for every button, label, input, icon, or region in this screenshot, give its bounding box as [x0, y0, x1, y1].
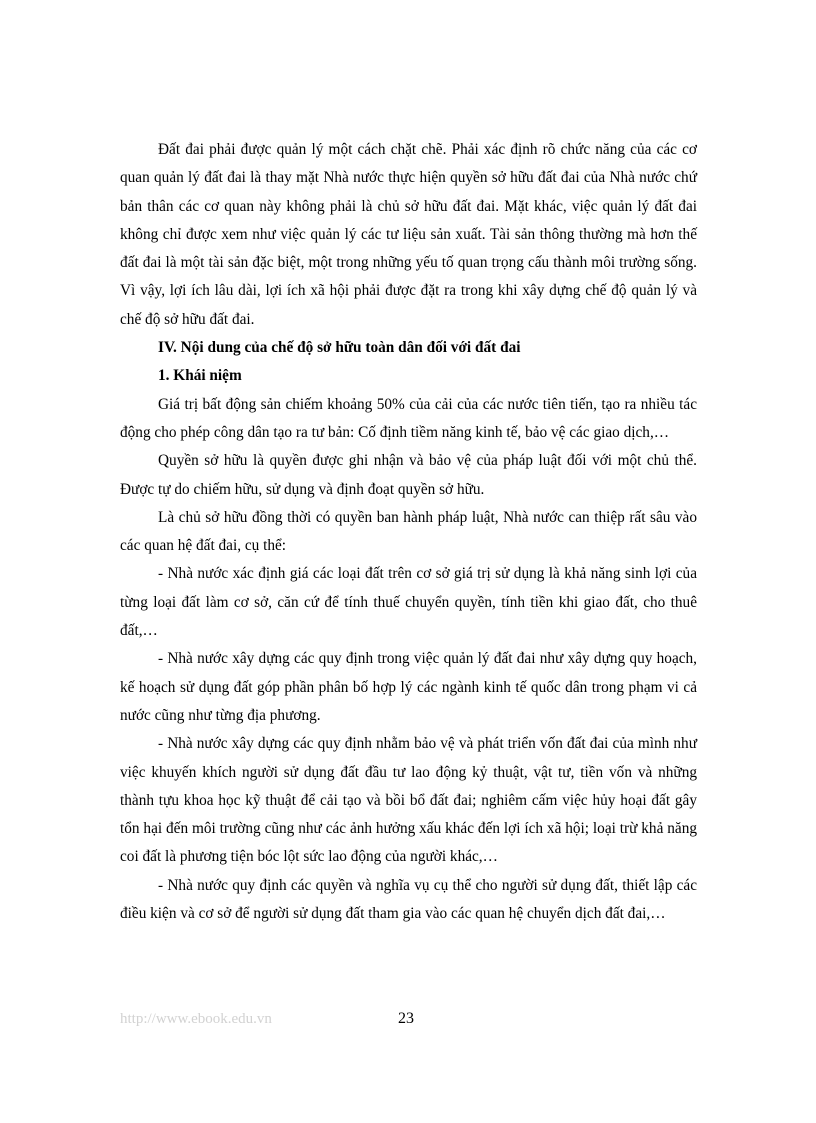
- paragraph-land-management: Đất đai phải được quản lý một cách chặt chẽ. Phải xác định rõ chức năng của các cơ quan quản lý đất đai là thay mặt Nhà nước thực hiện quyền sở hữu đất đai của Nhà nước chứ bản thân các cơ quan này không phải là chủ sở hữu đất đai. Mặt khác, việc quản lý đất đai không chỉ được xem như việc quản lý các tư liệu sản xuất. Tài sản thông thường mà hơn thế đất đai là một tài sản đặc biệt, một trong những yếu tố quan trọng cấu thành môi trường sống. Vì vậy, lợi ích lâu dài, lợi ích xã hội phải được đặt ra trong khi xây dựng chế độ quản lý và chế độ sở hữu đất đai.: [120, 141, 697, 328]
- paragraph-ownership-right: Quyền sở hữu là quyền được ghi nhận và bảo vệ của pháp luật đối với một chủ thể. Được tự do chiếm hữu, sử dụng và định đoạt quyền sở hữu.: [120, 452, 697, 498]
- paragraph-real-estate-value: Giá trị bất động sản chiếm khoảng 50% của cải của các nước tiên tiến, tạo ra nhiều tác động cho phép công dân tạo ra tư bản: Cố định tiềm năng kinh tế, bảo vệ các giao dịch,…: [120, 395, 697, 441]
- page-number: 23: [398, 1010, 414, 1027]
- paragraph-state-intervention: Là chủ sở hữu đồng thời có quyền ban hành pháp luật, Nhà nước can thiệp rất sâu vào các quan hệ đất đai, cụ thể:: [120, 508, 697, 555]
- subsection-heading-concept: 1. Khái niệm: [158, 367, 242, 385]
- list-item-land-planning: - Nhà nước xây dựng các quy định trong việc quản lý đất đai như xây dựng quy hoạch, kế hoạch sử dụng đất góp phần phân bố hợp lý các ngành kinh tế quốc dân trong phạm vi cả nước cũng như từng địa phương.: [120, 650, 697, 724]
- page-body: [120, 136, 697, 928]
- list-item-land-pricing: - Nhà nước xác định giá các loại đất trên cơ sở giá trị sử dụng là khả năng sinh lợi của từng loại đất làm cơ sở, căn cứ để tính thuế chuyển quyền, tính tiền khi giao đất, cho thuê đất,…: [120, 565, 697, 640]
- list-item-user-rights: - Nhà nước quy định các quyền và nghĩa vụ cụ thể cho người sử dụng đất, thiết lập các điều kiện và cơ sở để người sử dụng đất tham gia vào các quan hệ chuyển dịch đất đai,…: [120, 876, 697, 923]
- section-heading-iv: IV. Nội dung của chế độ sở hữu toàn dân đối với đất đai: [158, 339, 521, 357]
- footer-watermark-url: http://www.ebook.edu.vn: [120, 1011, 272, 1027]
- list-item-land-protection: - Nhà nước xây dựng các quy định nhằm bảo vệ và phát triển vốn đất đai của mình như việc khuyến khích người sử dụng đất đầu tư lao động kỷ thuật, vật tư, tiền vốn và những thành tựu khoa học kỹ thuật để cải tạo và bồi bổ đất đai; nghiêm cấm việc hủy hoại đất gây tổn hại đến môi trường cũng như các ảnh hưởng xấu khác đến lợi ích xã hội; loại trừ khả năng coi đất là phương tiện bóc lột sức lao động của người khác,…: [120, 735, 697, 866]
